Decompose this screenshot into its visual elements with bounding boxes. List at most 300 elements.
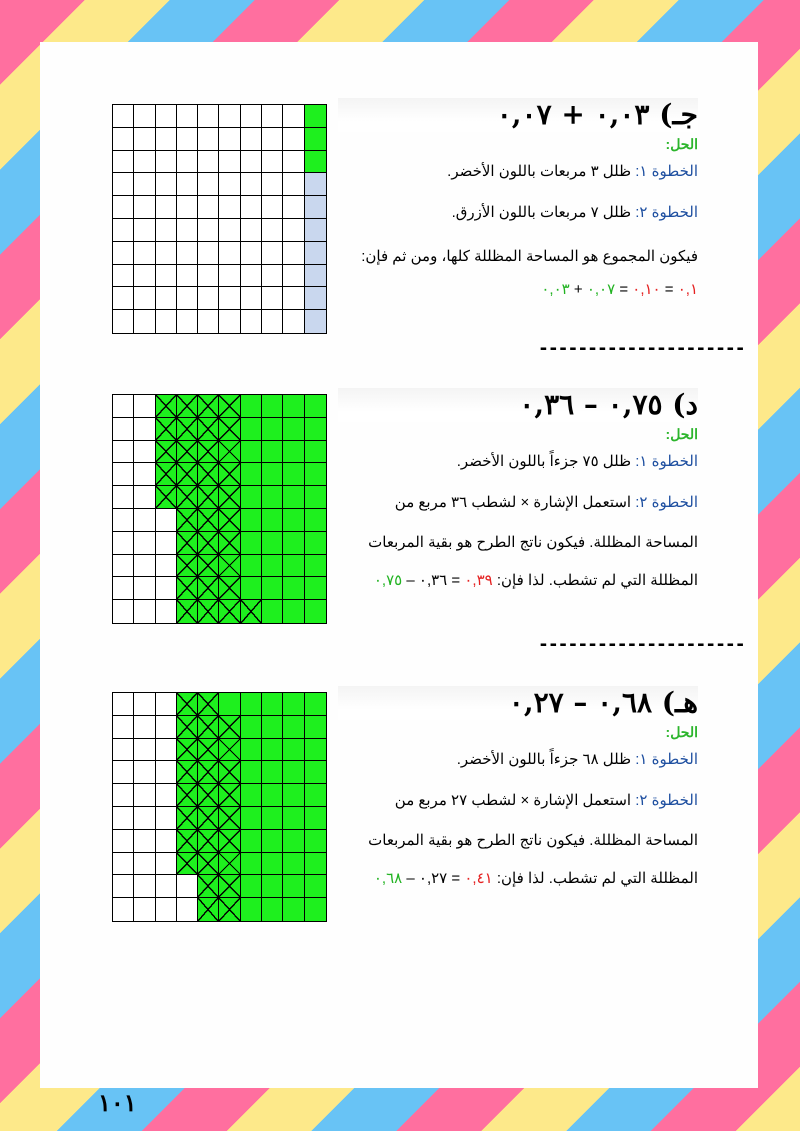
grid-square (156, 128, 177, 151)
grid-square (262, 532, 283, 555)
grid-square (241, 151, 262, 174)
step-label: الخطوة ٢: (635, 792, 698, 809)
grid-square (134, 105, 155, 128)
step-text: ظلل ٣ مربعات باللون الأخضر. (447, 163, 636, 180)
step-label: الخطوة ١: (635, 751, 698, 768)
grid-square (134, 693, 155, 716)
grid-square (262, 287, 283, 310)
equals-sign: = (615, 281, 633, 298)
grid-square (134, 784, 155, 807)
grid-square (305, 555, 326, 578)
grid-square (283, 418, 304, 441)
grid-square (156, 395, 177, 418)
grid-square (134, 287, 155, 310)
grid-square (134, 532, 155, 555)
problem-heading (338, 388, 698, 422)
grid-square (177, 418, 198, 441)
grid-square (156, 310, 177, 333)
grid-square (262, 310, 283, 333)
grid-square (262, 739, 283, 762)
grid-square (241, 830, 262, 853)
grid-square (241, 807, 262, 830)
grid-square (305, 898, 326, 921)
grid-square (198, 173, 219, 196)
equals-sign: = (447, 870, 465, 887)
grid-square (198, 716, 219, 739)
grid-square (198, 128, 219, 151)
grid-square (241, 761, 262, 784)
grid-square (156, 875, 177, 898)
operand-value: ٠,٠٣ (541, 281, 570, 298)
grid-square (134, 441, 155, 464)
section-divider: --------------------- (538, 338, 745, 359)
grid-square (305, 532, 326, 555)
grid-square (177, 555, 198, 578)
grid-square (219, 693, 240, 716)
step-2 (338, 191, 698, 235)
grid-square (219, 875, 240, 898)
grid-square (156, 853, 177, 876)
grid-square (177, 395, 198, 418)
grid-square (198, 242, 219, 265)
grid-square (305, 128, 326, 151)
operand-value: ٠,٦٨ (373, 870, 403, 887)
grid-square (305, 716, 326, 739)
grid-square (113, 784, 134, 807)
grid-square (113, 761, 134, 784)
problem-e (338, 686, 698, 899)
grid-square (262, 265, 283, 288)
grid-square (134, 219, 155, 242)
grid-square (113, 853, 134, 876)
grid-square (219, 128, 240, 151)
grid-square (177, 853, 198, 876)
grid-square (198, 761, 219, 784)
grid-square (177, 807, 198, 830)
grid-square (241, 875, 262, 898)
grid-square (156, 600, 177, 623)
problem-heading (338, 98, 698, 132)
step-text: ظلل ٧٥ جزءاً باللون الأخضر. (456, 453, 636, 470)
grid-square (156, 555, 177, 578)
grid-square (219, 265, 240, 288)
grid-square (156, 463, 177, 486)
explanation-line: فيكون المجموع هو المساحة المظللة كلها، ومن ثم فإن: (361, 248, 698, 265)
grid-square (177, 463, 198, 486)
grid-square (219, 196, 240, 219)
answer-value: ٠,٣٩ (464, 572, 493, 589)
grid-square (113, 555, 134, 578)
grid-square (219, 532, 240, 555)
grid-square (241, 395, 262, 418)
grid-square (177, 577, 198, 600)
grid-square (219, 853, 240, 876)
grid-square (241, 418, 262, 441)
grid-square (283, 716, 304, 739)
problem-expression: ٠,٠٣ + ٠,٠٧ (496, 98, 650, 131)
grid-square (283, 310, 304, 333)
problem-c (338, 98, 698, 301)
equation (374, 561, 493, 601)
grid-square (198, 555, 219, 578)
grid-square (305, 395, 326, 418)
operator-sign: – (402, 572, 419, 589)
grid-square (219, 105, 240, 128)
grid-square (113, 441, 134, 464)
grid-square (198, 310, 219, 333)
grid-square (134, 509, 155, 532)
grid-square (219, 395, 240, 418)
grid-square (219, 761, 240, 784)
grid-square (177, 486, 198, 509)
page (40, 42, 758, 1117)
grid-square (219, 463, 240, 486)
answer-value: ٠,٤١ (464, 870, 493, 887)
grid-square (241, 532, 262, 555)
solution-label: الحل: (665, 136, 698, 152)
grid-square (283, 853, 304, 876)
grid-square (262, 875, 283, 898)
hundred-grid-subtraction (112, 692, 327, 922)
grid-square (283, 830, 304, 853)
solution-label: الحل: (665, 426, 698, 442)
equation (374, 859, 493, 899)
grid-square (113, 151, 134, 174)
grid-square (283, 219, 304, 242)
grid-square (134, 418, 155, 441)
grid-square (113, 196, 134, 219)
explanation-text: المظللة التي لم تشطب. لذا فإن: (492, 870, 698, 887)
step-text: استعمل الإشارة × لشطب ٢٧ مربع من (394, 792, 636, 809)
grid-square (156, 739, 177, 762)
grid-square (198, 898, 219, 921)
grid-square (305, 739, 326, 762)
grid-square (305, 173, 326, 196)
grid-square (219, 287, 240, 310)
grid-square (177, 151, 198, 174)
equation-line (338, 859, 698, 899)
grid-square (262, 807, 283, 830)
grid-square (156, 151, 177, 174)
grid-square (241, 310, 262, 333)
grid-square (262, 555, 283, 578)
problem-expression: ٠,٦٨ – ٠,٢٧ (508, 686, 653, 719)
grid-square (262, 463, 283, 486)
grid-square (198, 807, 219, 830)
grid-square (156, 219, 177, 242)
grid-square (198, 853, 219, 876)
grid-square (219, 242, 240, 265)
grid-square (134, 739, 155, 762)
grid-square (305, 853, 326, 876)
grid-square (219, 577, 240, 600)
grid-square (134, 310, 155, 333)
grid-square (156, 441, 177, 464)
grid-square (134, 853, 155, 876)
grid-square (177, 128, 198, 151)
operand-value: ٠,٣٦ (418, 572, 448, 589)
grid-square (134, 463, 155, 486)
grid-square (113, 600, 134, 623)
grid-square (177, 219, 198, 242)
explanation-line: المساحة المظللة. فيكون ناتج الطرح هو بقية المربعات (368, 534, 698, 551)
grid-square (262, 128, 283, 151)
grid-square (283, 600, 304, 623)
grid-square (156, 287, 177, 310)
grid-square (262, 219, 283, 242)
grid-square (156, 509, 177, 532)
grid-square (134, 265, 155, 288)
grid-square (241, 898, 262, 921)
grid-square (219, 784, 240, 807)
problem-label: هـ) (661, 686, 698, 719)
problem-label: د) (672, 388, 698, 421)
grid-square (283, 242, 304, 265)
equals-sign: = (447, 572, 465, 589)
grid-square (198, 395, 219, 418)
grid-square (241, 509, 262, 532)
grid-square (262, 486, 283, 509)
equation-line (338, 561, 698, 601)
grid-square (283, 555, 304, 578)
grid-square (283, 128, 304, 151)
grid-square (241, 219, 262, 242)
grid-square (134, 395, 155, 418)
grid-square (134, 196, 155, 219)
grid-square (241, 577, 262, 600)
step-1 (338, 153, 698, 191)
grid-square (198, 265, 219, 288)
solution-label: الحل: (665, 724, 698, 740)
grid-square (219, 173, 240, 196)
problem-heading (338, 686, 698, 720)
grid-square (156, 898, 177, 921)
step-label: الخطوة ١: (635, 163, 698, 180)
grid-square (198, 219, 219, 242)
grid-square (305, 463, 326, 486)
hundred-grid-addition (112, 104, 327, 334)
grid-square (134, 577, 155, 600)
grid-square (305, 196, 326, 219)
grid-square (283, 807, 304, 830)
hundred-grid-subtraction (112, 394, 327, 624)
grid-square (113, 807, 134, 830)
grid-square (177, 310, 198, 333)
grid-square (283, 463, 304, 486)
grid-square (198, 577, 219, 600)
explanation-text: المظللة التي لم تشطب. لذا فإن: (492, 572, 698, 589)
grid-square (156, 486, 177, 509)
grid-square (198, 463, 219, 486)
grid-square (283, 532, 304, 555)
operand-value: ٠,٧٥ (373, 572, 403, 589)
grid-square (134, 486, 155, 509)
grid-square (219, 600, 240, 623)
grid-square (156, 265, 177, 288)
problem-d (338, 388, 698, 601)
grid-square (283, 265, 304, 288)
grid-square (156, 784, 177, 807)
grid-square (305, 219, 326, 242)
problem-expression: ٠,٧٥ – ٠,٣٦ (519, 388, 663, 421)
grid-square (134, 830, 155, 853)
grid-square (305, 310, 326, 333)
grid-square (262, 898, 283, 921)
grid-square (113, 287, 134, 310)
grid-square (305, 265, 326, 288)
grid-square (241, 463, 262, 486)
grid-square (113, 898, 134, 921)
grid-square (113, 463, 134, 486)
grid-square (198, 418, 219, 441)
grid-square (198, 441, 219, 464)
grid-square (177, 242, 198, 265)
grid-square (241, 853, 262, 876)
grid-square (241, 739, 262, 762)
grid-square (305, 486, 326, 509)
explanation-line: المساحة المظللة. فيكون ناتج الطرح هو بقية المربعات (368, 832, 698, 849)
grid-square (113, 128, 134, 151)
grid-square (177, 875, 198, 898)
grid-square (219, 898, 240, 921)
grid-square (177, 509, 198, 532)
grid-square (262, 509, 283, 532)
grid-square (241, 196, 262, 219)
grid-square (198, 509, 219, 532)
grid-square (305, 577, 326, 600)
grid-square (113, 173, 134, 196)
grid-square (283, 739, 304, 762)
grid-square (283, 441, 304, 464)
grid-square (262, 242, 283, 265)
grid-square (134, 761, 155, 784)
grid-square (177, 739, 198, 762)
grid-square (262, 830, 283, 853)
grid-square (134, 875, 155, 898)
step-2 (338, 779, 698, 823)
grid-square (198, 830, 219, 853)
grid-square (283, 173, 304, 196)
grid-square (305, 151, 326, 174)
grid-square (113, 739, 134, 762)
grid-square (241, 287, 262, 310)
grid-square (305, 875, 326, 898)
equals-sign: = (660, 281, 678, 298)
grid-square (198, 532, 219, 555)
grid-square (262, 151, 283, 174)
step-text: ظلل ٦٨ جزءاً باللون الأخضر. (456, 751, 636, 768)
grid-square (134, 898, 155, 921)
grid-square (219, 151, 240, 174)
grid-square (241, 693, 262, 716)
grid-square (283, 693, 304, 716)
grid-square (134, 555, 155, 578)
grid-square (177, 441, 198, 464)
grid-square (305, 600, 326, 623)
grid-square (219, 807, 240, 830)
grid-square (241, 105, 262, 128)
step-1 (338, 741, 698, 779)
grid-square (156, 173, 177, 196)
grid-square (241, 265, 262, 288)
grid-square (241, 128, 262, 151)
grid-square (283, 196, 304, 219)
grid-square (198, 486, 219, 509)
equation (541, 279, 698, 301)
grid-square (305, 418, 326, 441)
grid-square (198, 600, 219, 623)
grid-square (283, 395, 304, 418)
grid-square (198, 784, 219, 807)
grid-square (113, 265, 134, 288)
grid-square (113, 577, 134, 600)
grid-square (305, 441, 326, 464)
grid-square (283, 784, 304, 807)
grid-square (305, 784, 326, 807)
grid-square (241, 716, 262, 739)
grid-square (305, 509, 326, 532)
grid-square (241, 600, 262, 623)
grid-square (177, 898, 198, 921)
grid-square (219, 418, 240, 441)
grid-square (241, 441, 262, 464)
grid-square (113, 310, 134, 333)
grid-square (198, 105, 219, 128)
grid-square (262, 693, 283, 716)
grid-square (113, 219, 134, 242)
grid-square (177, 830, 198, 853)
grid-square (219, 310, 240, 333)
grid-square (156, 830, 177, 853)
grid-square (241, 173, 262, 196)
grid-square (134, 716, 155, 739)
grid-square (198, 693, 219, 716)
grid-square (177, 265, 198, 288)
grid-square (177, 287, 198, 310)
grid-square (283, 486, 304, 509)
grid-square (262, 761, 283, 784)
step-2 (338, 481, 698, 525)
operator-sign: – (402, 870, 419, 887)
equation-line (338, 279, 698, 301)
grid-square (262, 577, 283, 600)
grid-square (198, 739, 219, 762)
grid-square (305, 242, 326, 265)
grid-square (198, 287, 219, 310)
grid-square (156, 577, 177, 600)
grid-square (156, 693, 177, 716)
grid-square (156, 807, 177, 830)
grid-square (219, 486, 240, 509)
grid-square (305, 287, 326, 310)
grid-square (241, 242, 262, 265)
grid-square (113, 532, 134, 555)
section-divider: --------------------- (538, 634, 745, 655)
grid-square (113, 242, 134, 265)
grid-square (262, 196, 283, 219)
grid-square (156, 418, 177, 441)
step-text: استعمل الإشارة × لشطب ٣٦ مربع من (394, 494, 636, 511)
grid-square (262, 395, 283, 418)
grid-square (305, 693, 326, 716)
grid-square (113, 395, 134, 418)
grid-square (177, 600, 198, 623)
step-label: الخطوة ٢: (635, 494, 698, 511)
grid-square (305, 807, 326, 830)
grid-square (219, 830, 240, 853)
grid-square (134, 600, 155, 623)
grid-square (219, 716, 240, 739)
